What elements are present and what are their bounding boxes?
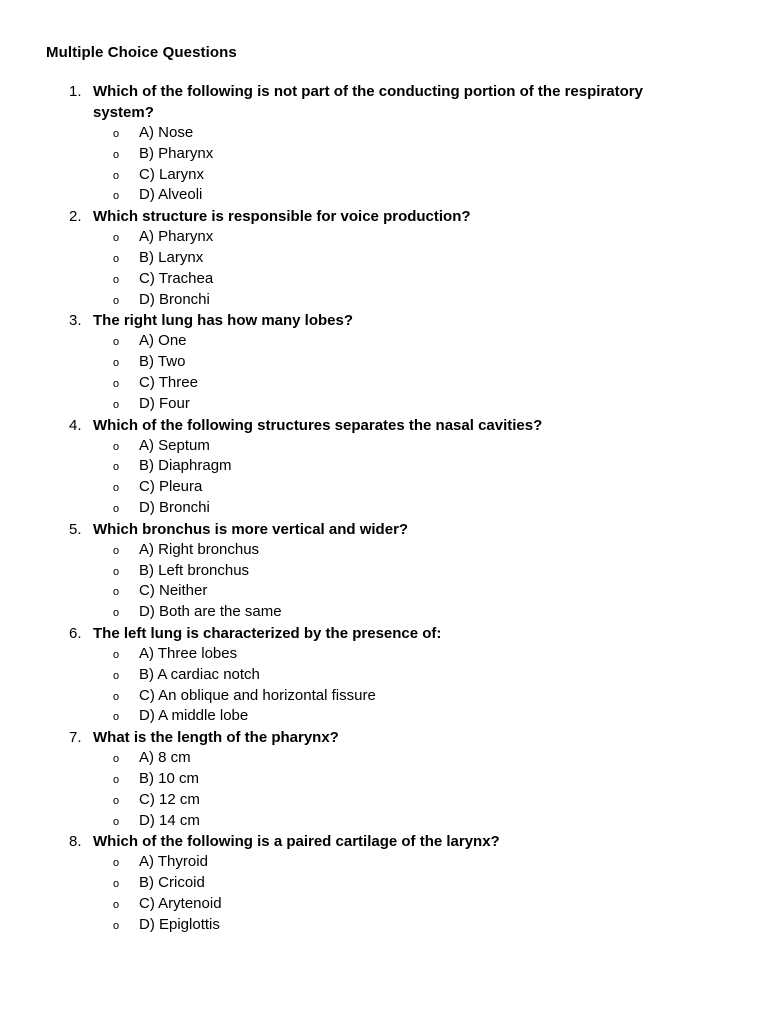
option-text: D) Epiglottis xyxy=(139,915,220,933)
option-text: B) Left bronchus xyxy=(139,561,250,579)
question-number: 6. xyxy=(69,624,82,642)
circle-bullet-icon: o xyxy=(113,711,120,724)
option-text: A) Nose xyxy=(139,124,194,141)
option-text: B) Diaphragm xyxy=(139,457,232,475)
question-text: Which of the following is a paired cartilage of the larynx? xyxy=(93,833,500,851)
question-text: Which of the following structures separates the nasal cavities? xyxy=(93,416,543,434)
circle-bullet-icon: o xyxy=(113,794,120,807)
option-item xyxy=(0,790,768,811)
circle-bullet-icon: o xyxy=(113,648,120,661)
option-item xyxy=(0,331,768,352)
circle-bullet-icon: o xyxy=(113,898,120,911)
option-item xyxy=(0,894,768,915)
circle-bullet-icon: o xyxy=(113,273,120,286)
circle-bullet-icon: o xyxy=(113,169,120,182)
option-text: A) Thyroid xyxy=(139,853,208,871)
circle-bullet-icon: o xyxy=(113,190,120,203)
question-item xyxy=(0,206,768,310)
option-text: D) Bronchi xyxy=(139,498,210,516)
option-text: C) 12 cm xyxy=(139,790,200,808)
question-number: 7. xyxy=(69,729,82,747)
question-number: 3. xyxy=(69,312,82,330)
option-item xyxy=(0,602,768,623)
option-text: A) One xyxy=(139,332,187,350)
option-text: C) Neither xyxy=(139,582,208,600)
option-text: C) Three xyxy=(139,373,198,391)
circle-bullet-icon: o xyxy=(113,753,120,766)
circle-bullet-icon: o xyxy=(113,482,120,495)
option-list xyxy=(0,227,768,310)
option-item xyxy=(0,873,768,894)
option-item xyxy=(0,248,768,269)
question-text: The right lung has how many lobes? xyxy=(93,312,354,330)
option-item xyxy=(0,769,768,790)
circle-bullet-icon: o xyxy=(113,502,120,515)
question-number: 2. xyxy=(69,208,82,226)
circle-bullet-icon: o xyxy=(113,148,120,161)
circle-bullet-icon: o xyxy=(113,357,120,370)
option-item xyxy=(0,581,768,602)
option-text: D) 14 cm xyxy=(139,811,200,829)
circle-bullet-icon: o xyxy=(113,252,120,265)
option-item xyxy=(0,456,768,477)
option-item xyxy=(0,706,768,727)
document-title: Multiple Choice Questions xyxy=(46,44,237,61)
circle-bullet-icon: o xyxy=(113,336,120,349)
option-item xyxy=(0,290,768,311)
circle-bullet-icon: o xyxy=(113,919,120,932)
option-list xyxy=(0,331,768,414)
circle-bullet-icon: o xyxy=(113,690,120,703)
option-text: A) Right bronchus xyxy=(139,540,260,558)
option-item xyxy=(0,686,768,707)
option-text: D) Bronchi xyxy=(139,290,210,308)
question-text: What is the length of the pharynx? xyxy=(93,729,339,747)
option-item xyxy=(0,477,768,498)
option-item xyxy=(0,644,768,665)
option-text: C) Arytenoid xyxy=(139,894,222,912)
option-item xyxy=(0,394,768,415)
option-item xyxy=(0,540,768,561)
question-item xyxy=(0,623,768,727)
circle-bullet-icon: o xyxy=(113,878,120,891)
option-item xyxy=(0,748,768,769)
option-text: D) Four xyxy=(139,394,190,412)
option-item xyxy=(0,227,768,248)
option-text: A) Pharynx xyxy=(139,228,214,246)
circle-bullet-icon: o xyxy=(113,232,120,245)
option-text: A) Septum xyxy=(139,436,210,454)
circle-bullet-icon: o xyxy=(113,815,120,828)
option-text: B) A cardiac notch xyxy=(139,665,260,683)
question-list xyxy=(0,81,768,936)
circle-bullet-icon: o xyxy=(113,669,120,682)
circle-bullet-icon: o xyxy=(113,857,120,870)
option-item xyxy=(0,498,768,519)
option-list xyxy=(0,123,768,206)
option-item xyxy=(0,852,768,873)
option-text: B) 10 cm xyxy=(139,769,200,787)
option-item xyxy=(0,269,768,290)
circle-bullet-icon: o xyxy=(113,565,120,578)
option-item xyxy=(0,561,768,582)
question-number: 5. xyxy=(69,520,82,538)
circle-bullet-icon: o xyxy=(113,377,120,390)
option-text: D) Alveoli xyxy=(139,186,203,204)
option-text: B) Pharynx xyxy=(139,144,214,162)
circle-bullet-icon: o xyxy=(113,294,120,307)
option-item xyxy=(0,665,768,686)
circle-bullet-icon: o xyxy=(113,440,120,453)
circle-bullet-icon: o xyxy=(113,128,120,140)
circle-bullet-icon: o xyxy=(113,586,120,599)
question-number: 8. xyxy=(69,833,82,851)
option-text: B) Larynx xyxy=(139,248,204,266)
circle-bullet-icon: o xyxy=(113,607,120,620)
option-text: C) Pleura xyxy=(139,478,203,496)
option-item xyxy=(0,165,768,186)
option-text: C) An oblique and horizontal fissure xyxy=(139,686,376,704)
option-item xyxy=(0,811,768,832)
question-text: Which structure is responsible for voice production? xyxy=(93,208,471,226)
option-list xyxy=(0,436,768,519)
option-text: D) A middle lobe xyxy=(139,707,249,725)
option-text: A) Three lobes xyxy=(139,644,238,662)
option-text: A) 8 cm xyxy=(139,749,191,767)
question-item xyxy=(0,831,768,935)
option-list xyxy=(0,644,768,727)
question-number: 1. xyxy=(69,83,82,100)
option-text: B) Two xyxy=(139,353,186,371)
circle-bullet-icon: o xyxy=(113,773,120,786)
option-item xyxy=(0,373,768,394)
option-item xyxy=(0,436,768,457)
circle-bullet-icon: o xyxy=(113,544,120,557)
option-item xyxy=(0,352,768,373)
option-list xyxy=(0,748,768,831)
option-text: C) Larynx xyxy=(139,165,205,183)
option-item xyxy=(0,144,768,165)
question-text: Which bronchus is more vertical and wider? xyxy=(93,520,409,538)
circle-bullet-icon: o xyxy=(113,461,120,474)
option-item xyxy=(0,915,768,936)
option-text: D) Both are the same xyxy=(139,603,282,621)
question-item xyxy=(0,81,768,206)
option-list xyxy=(0,540,768,623)
option-text: C) Trachea xyxy=(139,269,214,287)
option-item xyxy=(0,123,768,144)
question-number: 4. xyxy=(69,416,82,434)
question-item xyxy=(0,519,768,623)
option-item xyxy=(0,185,768,206)
circle-bullet-icon: o xyxy=(113,398,120,411)
question-text: The left lung is characterized by the presence of: xyxy=(93,624,442,642)
question-item xyxy=(0,415,768,519)
option-text: B) Cricoid xyxy=(139,874,205,892)
question-item xyxy=(0,727,768,831)
question-text: Which of the following is not part of the conducting portion of the respiratory system? xyxy=(93,83,643,121)
question-item xyxy=(0,310,768,414)
option-list xyxy=(0,852,768,935)
